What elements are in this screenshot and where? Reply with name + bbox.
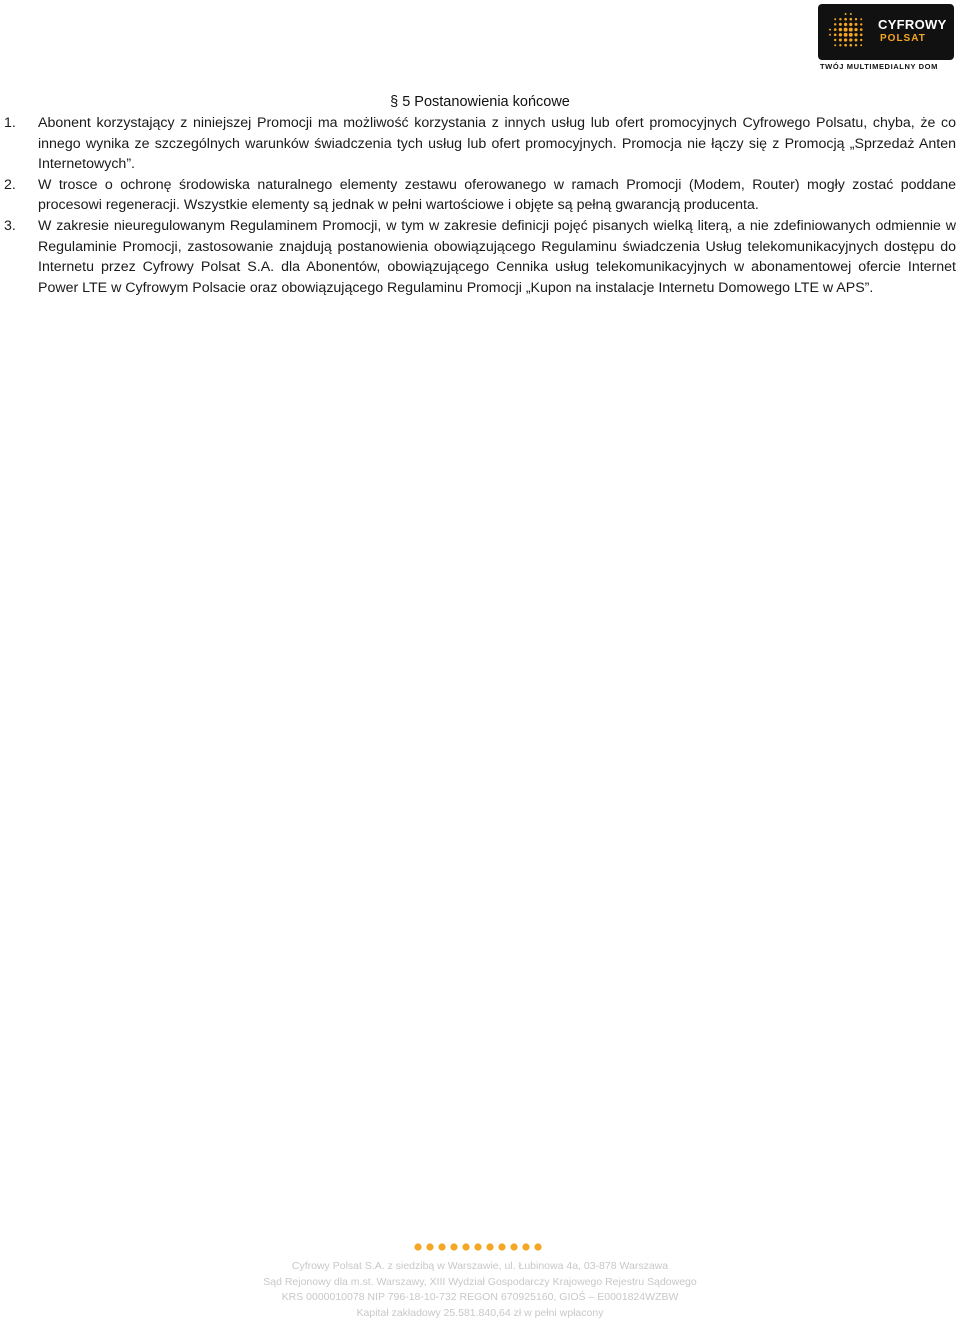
footer: [0, 1259, 960, 1321]
item-number: 2.: [4, 175, 16, 196]
footer-line-capital: Kapitał zakładowy 25.581.840,64 zł w pełni wpłacony: [0, 1306, 960, 1321]
footer-line-court: Sąd Rejonowy dla m.st. Warszawy, XIII Wydział Gospodarczy Krajowego Rejestru Sądowego: [0, 1275, 960, 1291]
footer-line-address: Cyfrowy Polsat S.A. z siedzibą w Warszawie, ul. Łubinowa 4a, 03-878 Warszawa: [0, 1259, 960, 1275]
logo-box: [818, 4, 954, 60]
footer-dots-decoration: [413, 1242, 543, 1252]
list-item: [0, 216, 956, 298]
logo-tagline: TWÓJ MULTIMEDIALNY DOM: [820, 62, 938, 71]
list-item: [0, 175, 956, 216]
footer-line-registry: KRS 0000010078 NIP 796-18-10-732 REGON 670925160, GIOŚ – E0001824WZBW: [0, 1290, 960, 1306]
terms-list: [0, 113, 956, 298]
item-number: 1.: [4, 113, 16, 134]
item-text: Abonent korzystający z niniejszej Promocji ma możliwość korzystania z innych usług lub ofert promocyjnych Cyfrowego Polsatu, chyba, że co innego wynika ze szczególnych warunków świadczenia tych usług lub ofert promocyjnych. Promocja nie łączy się z Promocją „Sprzedaż Anten Internetowych”.: [38, 113, 956, 175]
section-heading: § 5 Postanowienia końcowe: [0, 94, 960, 110]
item-text: W trosce o ochronę środowiska naturalnego elementy zestawu oferowanego w ramach Promocji (Modem, Router) mogły zostać poddane procesowi regeneracji. Wszystkie elementy są jednak w pełni wartościowe i objęte są pełną gwarancją producenta.: [38, 175, 956, 216]
logo-text-cyfrowy: CYFROWY: [878, 17, 947, 32]
globe-icon: [824, 9, 872, 55]
logo-text-polsat: POLSAT: [880, 33, 926, 44]
item-text: W zakresie nieuregulowanym Regulaminem Promocji, w tym w zakresie definicji pojęć pisanych wielką literą, a nie zdefiniowanych odmiennie w Regulaminie Promocji, zastosowanie znajdują postanowienia obowiązującego Regulaminu świadczenia Usług telekomunikacyjnych dostępu do Internetu przez Cyfrowy Polsat S.A. dla Abonentów, obowiązującego Cennika usług telekomunikacyjnych w abonamentowej ofercie Internet Power LTE w Cyfrowym Polsacie oraz obowiązującego Regulaminu Promocji „Kupon na instalacje Internetu Domowego LTE w APS”.: [38, 216, 956, 298]
company-logo: [818, 4, 956, 74]
item-number: 3.: [4, 216, 16, 237]
list-item: [0, 113, 956, 175]
